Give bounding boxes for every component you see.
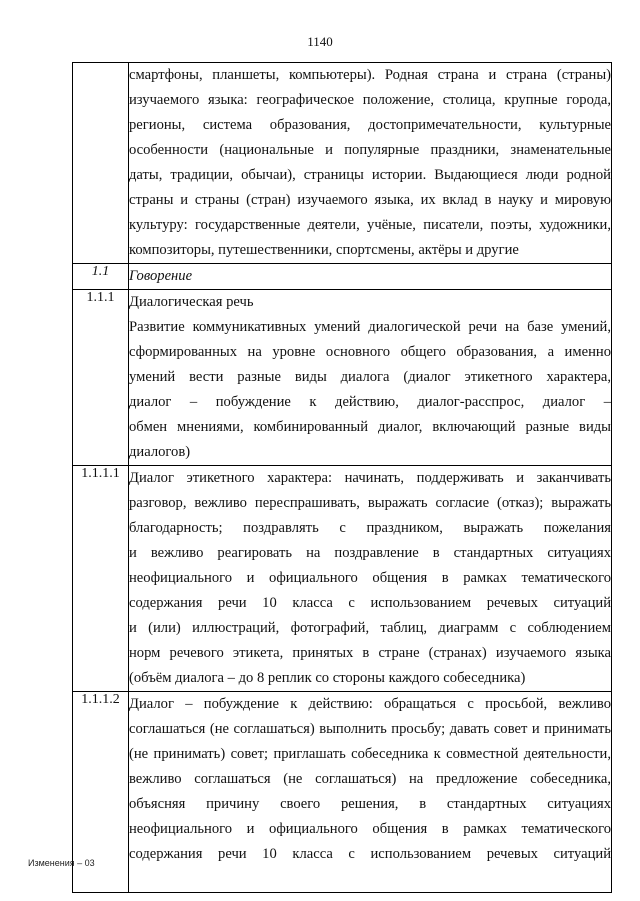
text-line: страны и страны (стран) изучаемого языка, их вклад в науку и мировую — [129, 192, 611, 208]
subsection-title: Диалогическая речь — [129, 294, 254, 310]
table-row — [73, 63, 612, 264]
text-line: композиторы, путешественники, спортсмены, актёры и другие — [129, 242, 519, 258]
text-line: особенности (национальные и популярные праздники, знаменательные — [129, 142, 611, 158]
text-line: умений вести разные виды диалога (диалог этикетного характера, — [129, 369, 611, 385]
text-line: и (или) иллюстраций, фотографий, таблиц, диаграмм с соблюдением — [129, 620, 611, 636]
curriculum-table — [72, 62, 612, 893]
row-code — [73, 63, 129, 264]
text-line: разговор, вежливо переспрашивать, выражать согласие (отказ); выражать — [129, 495, 611, 511]
text-line: содержания речи 10 класса с использованием речевых ситуаций — [129, 846, 611, 862]
row-code: 1.1.1.2 — [73, 692, 129, 893]
text-line: смартфоны, планшеты, компьютеры). Родная страна и страна (страны) — [129, 67, 611, 83]
text-line: регионы, система образования, достопримечательности, культурные — [129, 117, 611, 133]
text-line: содержания речи 10 класса с использованием речевых ситуаций — [129, 595, 611, 611]
section-title: Говорение — [129, 268, 193, 284]
text-line: и вежливо реагировать на поздравление в стандартных ситуациях — [129, 545, 611, 561]
text-line: благодарность; поздравлять с праздником, выражать пожелания — [129, 520, 611, 536]
text-line: неофициального и официального общения в рамках тематического — [129, 570, 611, 586]
page-number: 1140 — [307, 34, 333, 49]
text-line: соглашаться (не соглашаться) выполнить просьбу; давать совет и принимать — [129, 721, 611, 737]
text-line: изучаемого языка: географическое положение, столица, крупные города, — [129, 92, 611, 108]
table-row — [73, 290, 612, 466]
row-code: 1.1.1 — [73, 290, 129, 466]
row-text — [129, 290, 612, 466]
text-line: диалог – побуждение к действию, диалог-расспрос, диалог – — [129, 394, 611, 410]
text-line: Развитие коммуникативных умений диалогической речи на базе умений, — [129, 319, 611, 335]
table-row — [73, 692, 612, 893]
text-line: (объём диалога – до 8 реплик со стороны каждого собеседника) — [129, 670, 526, 686]
text-line: вежливо соглашаться (не соглашаться) на предложение собеседника, — [129, 771, 611, 787]
table-row — [73, 264, 612, 290]
text-line: объясняя причину своего решения, в стандартных ситуациях — [129, 796, 611, 812]
text-line: даты, традиции, обычаи), страницы истории. Выдающиеся люди родной — [129, 167, 611, 183]
row-text — [129, 692, 612, 893]
section-code: 1.1 — [73, 264, 129, 290]
table-row — [73, 466, 612, 692]
text-line: обмен мнениями, комбинированный диалог, включающий разные виды — [129, 419, 611, 435]
revision-footer: Изменения – 03 — [28, 858, 95, 868]
row-code: 1.1.1.1 — [73, 466, 129, 692]
text-line: Диалог этикетного характера: начинать, поддерживать и заканчивать — [129, 470, 611, 486]
row-text — [129, 63, 612, 264]
text-line: норм речевого этикета, принятых в стране (странах) изучаемого языка — [129, 645, 611, 661]
text-line: культуру: государственные деятели, учёные, писатели, поэты, художники, — [129, 217, 611, 233]
text-line: неофициального и официального общения в рамках тематического — [129, 821, 611, 837]
text-line: сформированных на уровне основного общего образования, а именно — [129, 344, 611, 360]
text-line: Диалог – побуждение к действию: обращаться с просьбой, вежливо — [129, 696, 611, 712]
text-line: диалогов) — [129, 444, 191, 460]
text-line: (не принимать) совет; приглашать собеседника к совместной деятельности, — [129, 746, 611, 762]
row-text — [129, 264, 612, 290]
row-text — [129, 466, 612, 692]
